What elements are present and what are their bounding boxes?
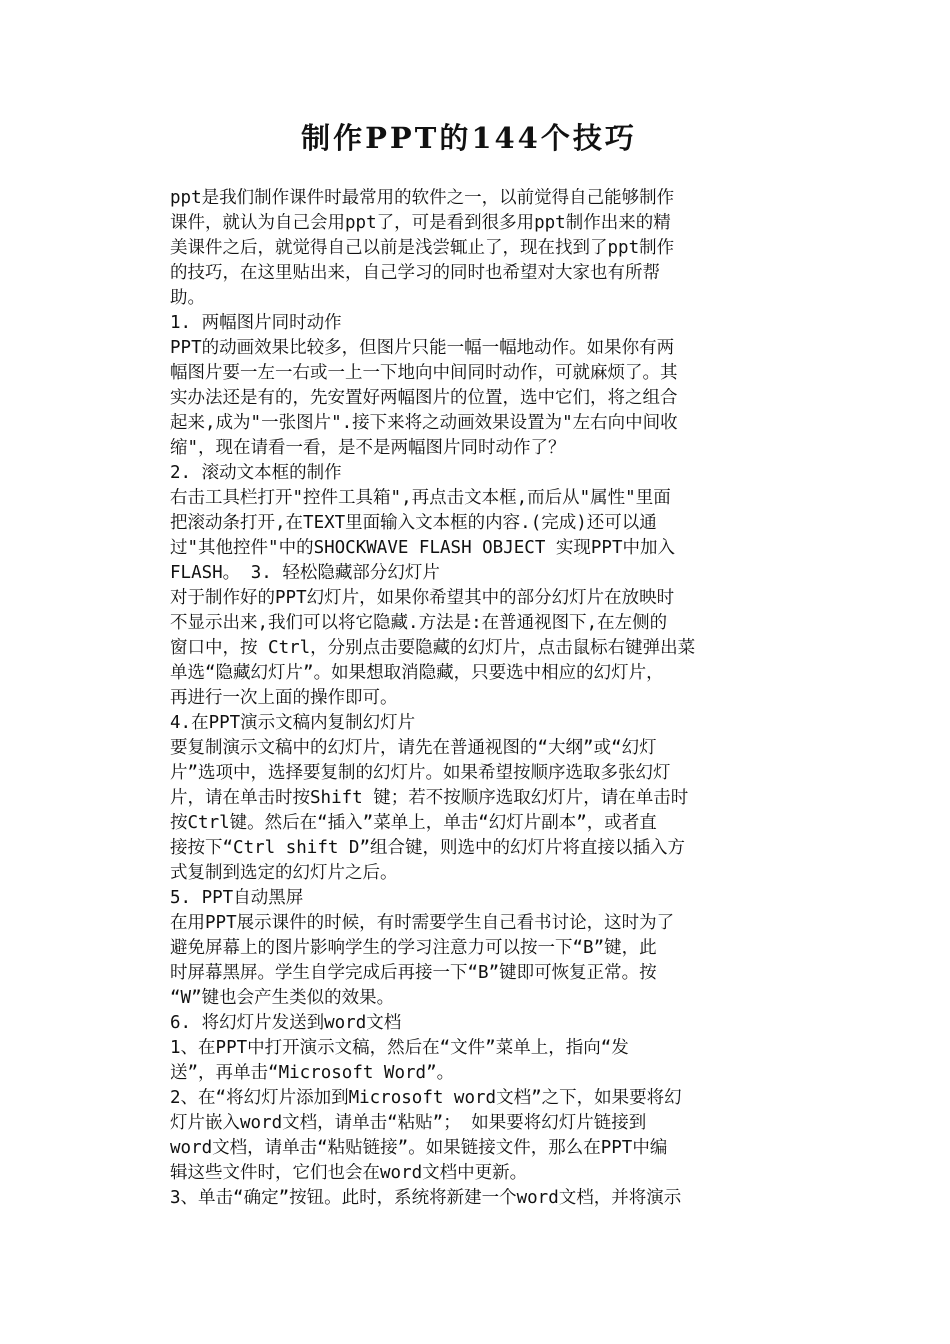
body-text-line: 1. 两幅图片同时动作: [170, 313, 342, 333]
body-text-line: 助。: [170, 288, 205, 308]
body-text-line: FLASH。 3. 轻松隐藏部分幻灯片: [170, 563, 440, 583]
body-text-line: PPT的动画效果比较多，但图片只能一幅一幅地动作。如果你有两: [170, 338, 675, 358]
body-text-line: 按Ctrl键。然后在“插入”菜单上，单击“幻灯片副本”，或者直: [170, 813, 657, 833]
body-text-line: 在用PPT展示课件的时候，有时需要学生自己看书讨论，这时为了: [170, 913, 675, 933]
body-text-line: 起来,成为"一张图片".接下来将之动画效果设置为"左右向中间收: [170, 413, 678, 433]
body-text-line: 对于制作好的PPT幻灯片，如果你希望其中的部分幻灯片在放映时: [170, 588, 675, 608]
body-text-line: 6. 将幻灯片发送到word文档: [170, 1013, 402, 1033]
body-text-line: 接按下“Ctrl shift D”组合键，则选中的幻灯片将直接以插入方: [170, 838, 686, 858]
body-text-line: 单选“隐藏幻灯片”。如果想取消隐藏，只要选中相应的幻灯片，: [170, 663, 664, 683]
document-body: [170, 186, 810, 1211]
body-text-line: 辑这些文件时，它们也会在word文档中更新。: [170, 1163, 528, 1183]
body-text-line: 要复制演示文稿中的幻灯片，请先在普通视图的“大纲”或“幻灯: [170, 738, 657, 758]
body-text-line: 美课件之后，就觉得自己以前是浅尝辄止了，现在找到了ppt制作: [170, 238, 675, 258]
body-text-line: 灯片嵌入word文档，请单击“粘贴”； 如果要将幻灯片链接到: [170, 1113, 647, 1133]
body-text-line: 片，请在单击时按Shift 键；若不按顺序选取幻灯片，请在单击时: [170, 788, 689, 808]
body-text-line: 再进行一次上面的操作即可。: [170, 688, 398, 708]
body-text-line: 窗口中，按 Ctrl，分别点击要隐藏的幻灯片，点击鼠标右键弹出菜: [170, 638, 696, 658]
body-text-line: 过"其他控件"中的SHOCKWAVE FLASH OBJECT 实现PPT中加入: [170, 538, 676, 558]
document-title: 制作PPT的144个技巧: [301, 121, 637, 155]
body-text-line: 1、在PPT中打开演示文稿，然后在“文件”菜单上，指向“发: [170, 1038, 629, 1058]
body-text-line: word文档，请单击“粘贴链接”。如果链接文件，那么在PPT中编: [170, 1138, 668, 1158]
body-text-line: 2、在“将幻灯片添加到Microsoft word文档”之下，如果要将幻: [170, 1088, 682, 1108]
body-text-line: “W”键也会产生类似的效果。: [170, 988, 395, 1008]
body-text-line: ppt是我们制作课件时最常用的软件之一，以前觉得自己能够制作: [170, 188, 675, 208]
body-text-line: 把滚动条打开,在TEXT里面输入文本框的内容.(完成)还可以通: [170, 513, 657, 533]
body-text-line: 实办法还是有的，先安置好两幅图片的位置，选中它们，将之组合: [170, 388, 678, 408]
body-text-line: 幅图片要一左一右或一上一下地向中间同时动作，可就麻烦了。其: [170, 363, 678, 383]
body-text-line: 5. PPT自动黑屏: [170, 888, 304, 908]
body-text-line: 右击工具栏打开"控件工具箱",再点击文本框,而后从"属性"里面: [170, 488, 671, 508]
body-text-line: 片”选项中，选择要复制的幻灯片。如果希望按顺序选取多张幻灯: [170, 763, 671, 783]
body-text-line: 缩"，现在请看一看，是不是两幅图片同时动作了？: [170, 438, 566, 458]
body-text-line: 不显示出来,我们可以将它隐藏.方法是:在普通视图下,在左侧的: [170, 613, 668, 633]
body-text-line: 3、单击“确定”按钮。此时，系统将新建一个word文档，并将演示: [170, 1188, 682, 1208]
body-text-line: 送”，再单击“Microsoft Word”。: [170, 1063, 455, 1083]
body-text-line: 4.在PPT演示文稿内复制幻灯片: [170, 713, 416, 733]
body-text-line: 时屏幕黑屏。学生自学完成后再接一下“B”键即可恢复正常。按: [170, 963, 657, 983]
body-text-line: 式复制到选定的幻灯片之后。: [170, 863, 398, 883]
body-text-line: 的技巧，在这里贴出来，自己学习的同时也希望对大家也有所帮: [170, 263, 660, 283]
body-text-line: 2. 滚动文本框的制作: [170, 463, 342, 483]
body-text-line: 课件，就认为自己会用ppt了，可是看到很多用ppt制作出来的精: [170, 213, 671, 233]
body-text-line: 避免屏幕上的图片影响学生的学习注意力可以按一下“B”键，此: [170, 938, 657, 958]
